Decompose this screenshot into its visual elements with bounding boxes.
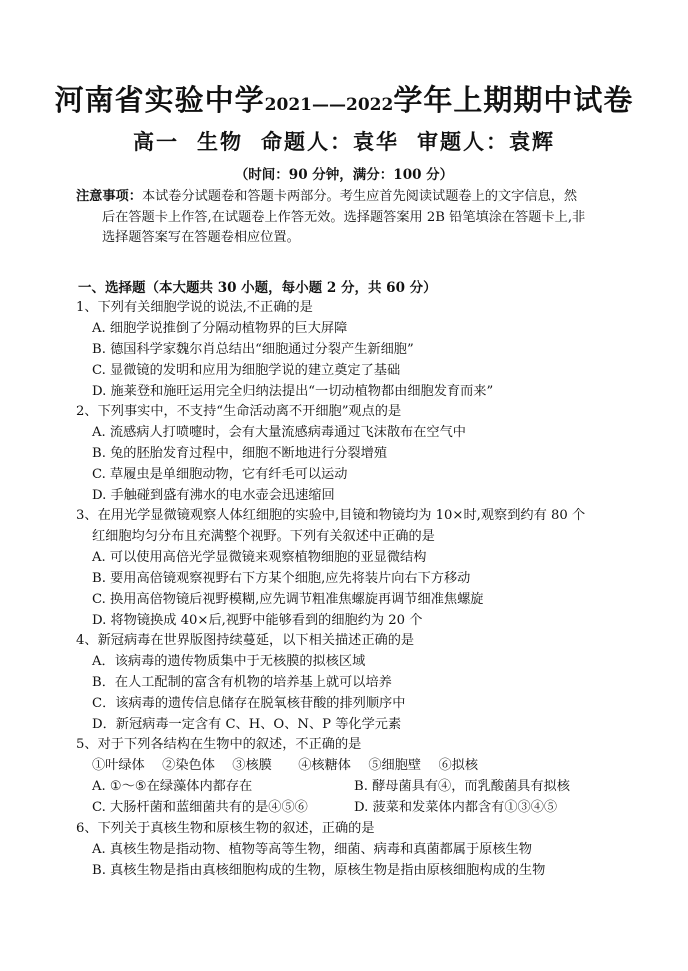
notice-line-3: 选择题答案写在答题卷相应位置。 [102,230,300,245]
title-year: 2021——2022 [264,95,394,115]
option-c: C. 草履虫是单细胞动物，它有纤毛可以运动 [92,467,348,482]
reviewer: 审题人：袁辉 [417,129,555,154]
option-b: B. 要用高倍镜观察视野右下方某个细胞,应先将装片向右下方移动 [92,571,471,586]
option-c: C. 大肠杆菌和蓝细菌共有的是④⑤⑥ [92,800,308,815]
option-c: C. 换用高倍物镜后视野模糊,应先调节粗准焦螺旋再调节细准焦螺旋 [92,592,484,607]
option-b: B. 德国科学家魏尔肖总结出“细胞通过分裂产生新细胞” [92,342,414,357]
option-d: D. 手触碰到盛有沸水的电水壶会迅速缩回 [92,488,335,503]
option-a: A. 流感病人打喷嚏时，会有大量流感病毒通过飞沫散布在空气中 [92,425,466,440]
question-stem: 4、新冠病毒在世界版图持续蔓延，以下相关描述正确的是 [76,633,415,648]
option-a: A. 真核生物是指动物、植物等高等生物，细菌、病毒和真菌都属于原核生物 [92,842,532,857]
question-stem-continued: 红细胞均匀分布且充满整个视野。下列有关叙述中正确的是 [92,529,435,544]
question-stem: 1、下列有关细胞学说的说法,不正确的是 [76,300,313,315]
option-d: D. 施莱登和施旺运用完全归纳法提出“一切动植物都由细胞发育而来” [92,384,494,399]
notice-block [76,187,621,249]
option-a: A．该病毒的遗传物质集中于无核膜的拟核区域 [92,654,366,669]
title-school: 河南省实验中学 [54,83,265,117]
option-c: C．该病毒的遗传信息储存在脱氧核苷酸的排列顺序中 [92,696,406,711]
notice-line-1: 本试卷分试题卷和答题卡两部分。考生应首先阅读试题卷上的文字信息，然 [141,189,578,204]
option-b: B. 真核生物是指由真核细胞构成的生物，原核生物是指由原核细胞构成的生物 [92,863,546,878]
option-d: D．新冠病毒一定含有 C、H、O、N、P 等化学元素 [92,717,402,732]
question-stem: 2、下列事实中，不支持“生命活动离不开细胞”观点的是 [76,404,402,419]
option-a: A. ①～⑤在绿藻体内都存在 [92,779,253,794]
option-b: B. 兔的胚胎发育过程中，细胞不断地进行分裂增殖 [92,446,388,461]
notice-line-2: 后在答题卡上作答,在试题卷上作答无效。选择题答案用 2B 铅笔填涂在答题卡上,非 [102,209,586,225]
title-term: 学年上期期中试卷 [393,83,634,117]
option-b: B. 酵母菌具有④，而乳酸菌具有拟核 [354,779,570,794]
option-c: C. 显微镜的发明和应用为细胞学说的建立奠定了基础 [92,363,401,378]
exam-title [0,78,688,119]
section-heading: 一、选择题（本大题共 30 小题，每小题 2 分，共 60 分） [78,280,437,296]
option-d: D. 菠菜和发菜体内都含有①③④⑤ [354,800,558,815]
option-a: A. 可以使用高倍光学显微镜来观察植物细胞的亚显微结构 [92,550,427,565]
option-d: D. 将物镜换成 40×后,视野中能够看到的细胞约为 20 个 [92,613,423,628]
question-stem: 3、在用光学显微镜观察人体红细胞的实验中,目镜和物镜均为 10×时,观察到约有 80 个 [76,508,586,523]
structure-list: ①叶绿体 ②染色体 ③核膜 ④核糖体 ⑤细胞壁 ⑥拟核 [92,758,479,773]
question-stem: 6、下列关于真核生物和原核生物的叙述，正确的是 [76,821,375,836]
option-a: A. 细胞学说推倒了分隔动植物界的巨大屏障 [92,321,348,336]
option-b: B．在人工配制的富含有机物的培养基上就可以培养 [92,675,392,690]
notice-label: 注意事项： [76,189,142,204]
question-stem: 5、对于下列各结构在生物中的叙述，不正确的是 [76,737,362,752]
exam-subtitle [0,126,688,156]
time-info: （时间：90 分钟，满分：100 分） [234,167,454,183]
author: 命题人：袁华 [261,129,399,154]
subject: 生物 [197,129,243,154]
grade: 高一 [133,129,179,154]
